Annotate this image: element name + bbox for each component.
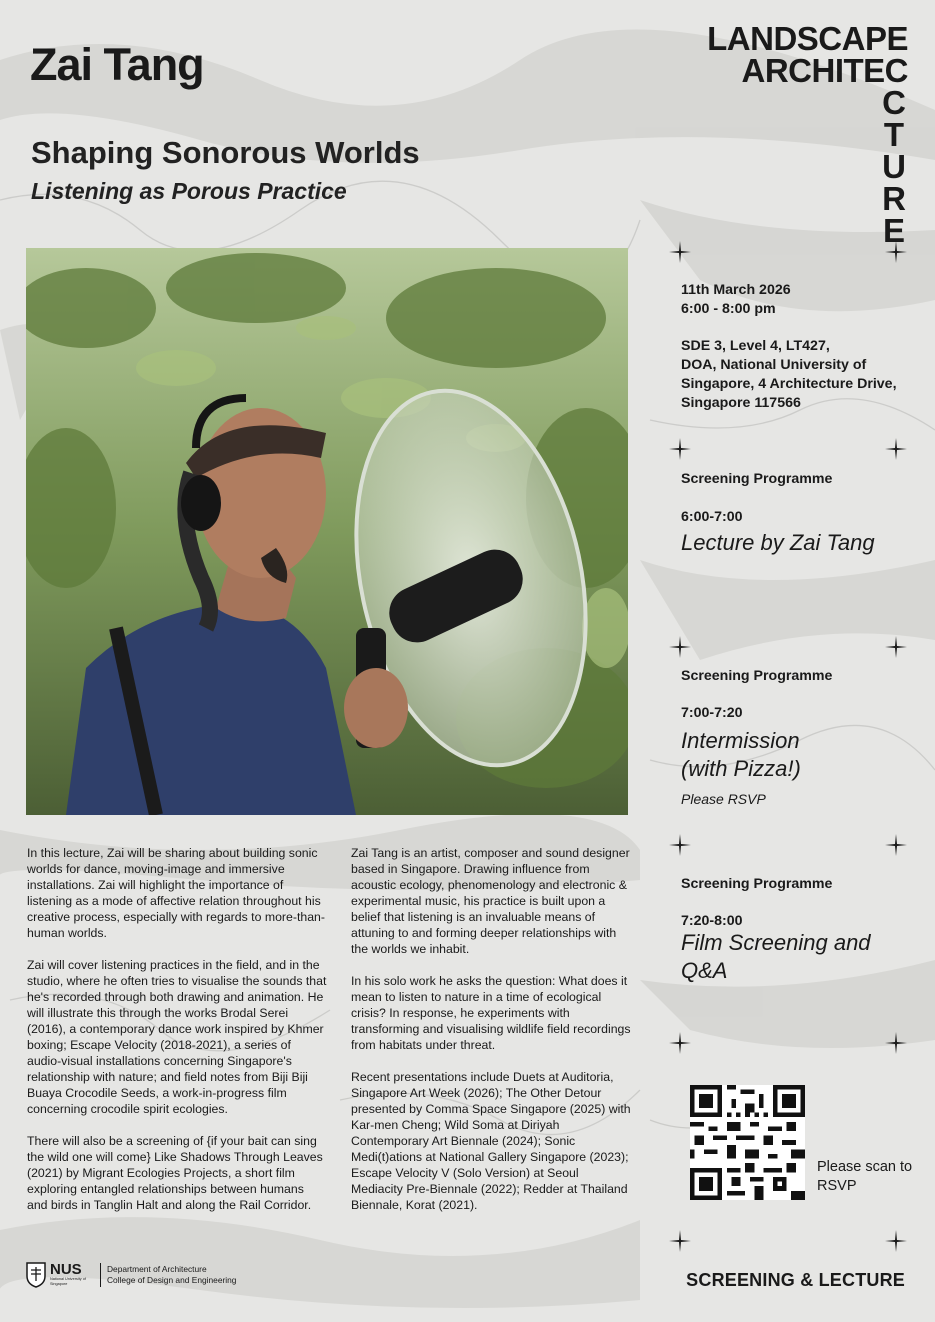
vertical-letter: U: [882, 148, 906, 185]
programme-label: Screening Programme: [681, 471, 833, 487]
event-venue: [681, 337, 897, 413]
nus-crest-icon: [26, 1262, 46, 1288]
nus-subtitle: National University of Singapore: [50, 1277, 86, 1286]
college-name: College of Design and Engineering: [107, 1275, 237, 1285]
description-paragraph: Zai will cover listening practices in the field, and in the studio, where he often tries to visualise the sounds that he's recorded through both drawing and animation. He will illustrate this through the works Brodal Serei (2016), a contemporary dance work inspired by Khmer boxing; Escape Velocity (2018-2021), a series of audio-visual installations concerning Singapore's relationship with nature; and field notes from Biji Biji Buaya Crocodile Seeds, a work-in-progress film concerning crocodile spirit ecologies.: [27, 958, 327, 1116]
artist-bio: [351, 845, 631, 1229]
sparkle-icon: [885, 438, 907, 460]
lecture-description: [27, 845, 327, 1229]
sparkle-icon: [885, 241, 907, 263]
sparkle-icon: [885, 1032, 907, 1054]
department-vertical-letters: [880, 84, 908, 249]
nus-wordmark: NUS: [50, 1261, 82, 1278]
event-date-time: [681, 281, 791, 319]
venue-line: Singapore, 4 Architecture Drive,: [681, 376, 897, 392]
rsvp-note: Please RSVP: [681, 791, 766, 807]
programme-title-line: Film Screening and: [681, 930, 871, 955]
programme-label: Screening Programme: [681, 876, 833, 892]
programme-title: Lecture by Zai Tang: [681, 530, 875, 555]
nus-logo-block: [26, 1262, 236, 1288]
programme-time: 7:20-8:00: [681, 913, 743, 929]
sparkle-icon: [669, 636, 691, 658]
programme-title: [681, 727, 801, 783]
speaker-name: Zai Tang: [30, 39, 204, 90]
sparkle-icon: [669, 438, 691, 460]
vertical-letter: T: [883, 116, 905, 153]
department-line-2: ARCHITEC: [741, 52, 908, 89]
venue-line: DOA, National University of: [681, 357, 867, 373]
bio-paragraph: Zai Tang is an artist, composer and sound designer based in Singapore. Drawing influence from acoustic ecology, phenomenology and electronic & experimental music, his practice is built upon a belief that listening is an invaluable means of attuning to and forming deeper relationships with the worlds we inhabit.: [351, 846, 630, 956]
sparkle-icon: [669, 834, 691, 856]
sparkle-icon: [885, 834, 907, 856]
bio-paragraph: In his solo work he asks the question: What does it mean to listen to nature in a time of ecological crisis? In response, he experiments with transforming and visualising wildlife field recordings from habitats under threat.: [351, 974, 631, 1052]
programme-title: [681, 929, 871, 985]
programme-label: Screening Programme: [681, 668, 833, 684]
sparkle-icon: [885, 1230, 907, 1252]
event-type-label: SCREENING & LECTURE: [686, 1270, 905, 1290]
vertical-letter: C: [882, 84, 906, 121]
lecture-title: Shaping Sonorous Worlds: [31, 135, 420, 170]
vertical-letter: R: [882, 180, 906, 217]
sparkle-icon: [669, 1230, 691, 1252]
sparkle-icon: [669, 1032, 691, 1054]
bio-paragraph: Recent presentations include Duets at Auditoria, Singapore Art Week (2026); The Other Detour presented by Comma Space Singapore (2025) with Kar-men Cheng; Wild Soma at Diriyah Contemporary Art Biennale (2024); Sonic Medi(t)ations at National Gallery Singapore (2023); Escape Velocity V (Solo Version) at Seoul Mediacity Pre-Biennale (2022); Redder at Thailand Biennale, Korat (2021).: [351, 1070, 631, 1212]
department-name: Department of Architecture: [107, 1264, 207, 1274]
venue-line: SDE 3, Level 4, LT427,: [681, 338, 830, 354]
venue-line: Singapore 117566: [681, 395, 801, 411]
sparkle-icon: [885, 636, 907, 658]
programme-time: 6:00-7:00: [681, 509, 743, 525]
description-paragraph: In this lecture, Zai will be sharing about building sonic worlds for dance, moving-image and immersive installations. Zai will highlight the importance of listening as a mode of affective relation throughout his creative process, especially with regards to more-than-human worlds.: [27, 846, 325, 940]
department-title: [707, 20, 908, 89]
programme-title-line: Q&A: [681, 958, 728, 983]
scan-to-rsvp-text: Please scan to RSVP: [817, 1159, 913, 1194]
sparkle-icon: [669, 241, 691, 263]
lecture-subtitle: Listening as Porous Practice: [31, 178, 347, 204]
programme-time: 7:00-7:20: [681, 705, 743, 721]
rsvp-qr-code[interactable]: [690, 1085, 805, 1200]
department-line-1: LANDSCAPE: [707, 20, 908, 57]
speaker-photo: [26, 248, 628, 815]
vertical-letter: E: [882, 212, 905, 249]
programme-title-line: (with Pizza!): [681, 756, 801, 781]
description-paragraph: There will also be a screening of {if your bait can sing the wild one will come} Like Shadows Through Leaves (2021) by Migrant Ecologies Projects, a short film exploring entangled relationships between humans and birds in Tanglin Halt and along the Rail Corridor.: [27, 1134, 323, 1212]
event-date: 11th March 2026: [681, 282, 791, 298]
programme-title-line: Intermission: [681, 728, 800, 753]
event-time: 6:00 - 8:00 pm: [681, 301, 776, 317]
